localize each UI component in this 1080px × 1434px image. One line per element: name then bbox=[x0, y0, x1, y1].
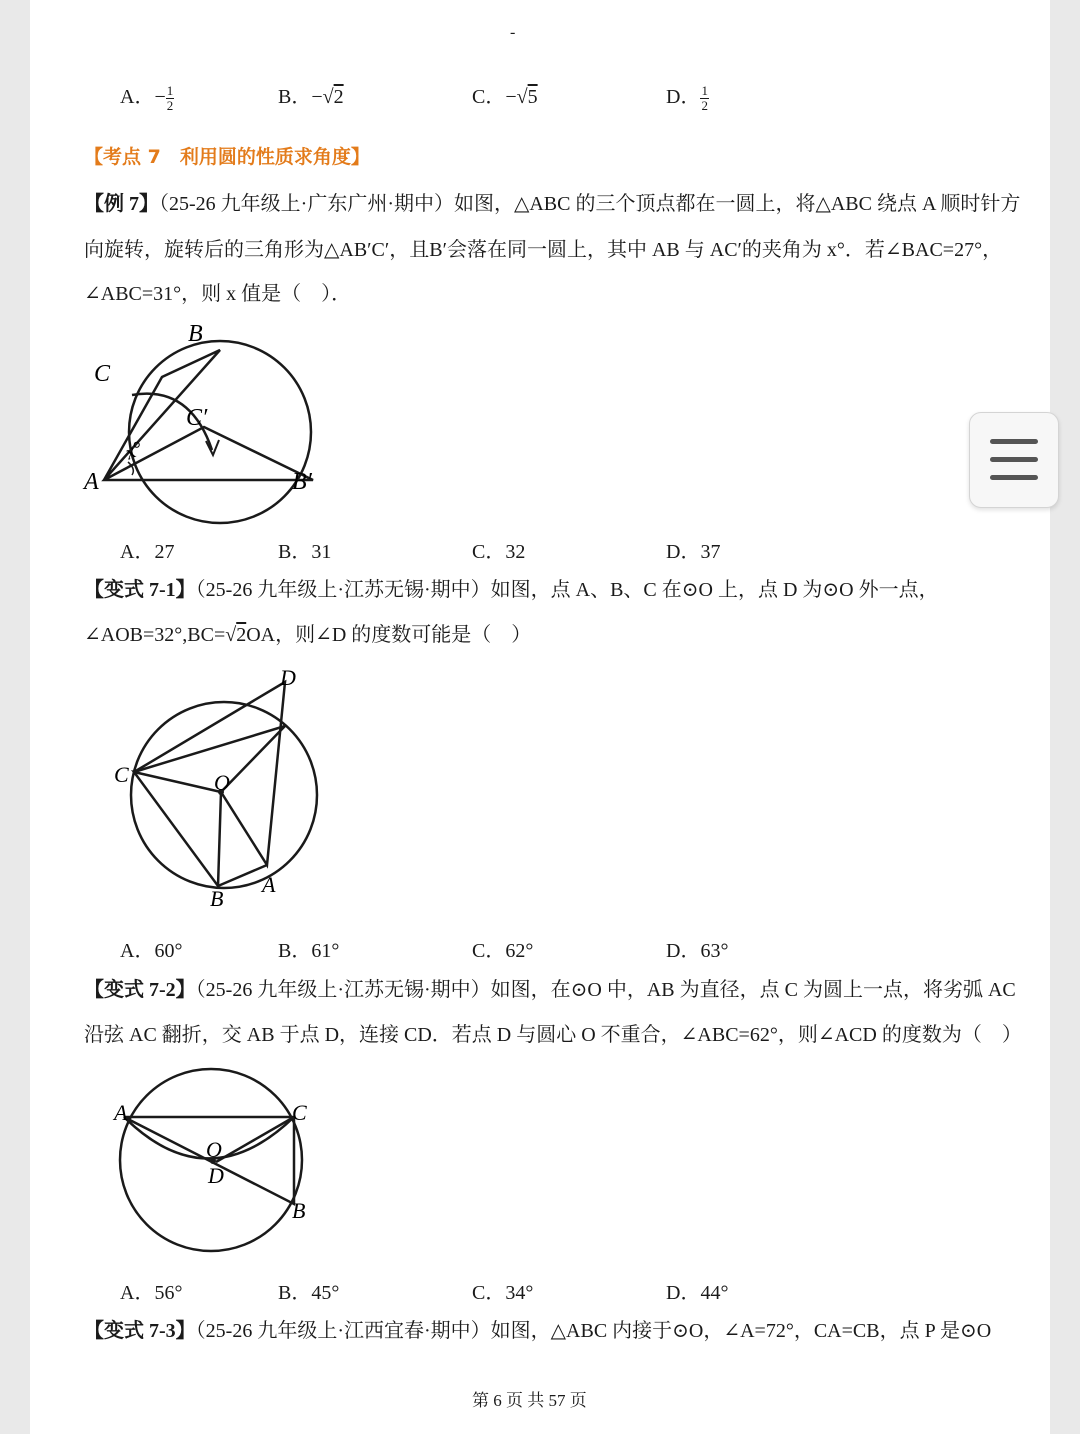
example7-line2: 向旋转，旋转后的三角形为△AB′C′，且B′会落在同一圆上，其中 AB 与 AC′的夹角为 x°．若∠BAC=27°， bbox=[84, 239, 1003, 261]
example7-option-b: B．31 bbox=[278, 541, 332, 563]
variant7-2-option-d: D．44° bbox=[666, 1282, 729, 1304]
q6-option-b: B．−√2 bbox=[278, 86, 344, 108]
variant7-1-figure bbox=[80, 660, 340, 915]
q6-option-c: C．−√5 bbox=[472, 86, 538, 108]
ex7-label-b: B bbox=[188, 321, 203, 347]
var7-1-label-a: A bbox=[262, 872, 276, 897]
example7-option-c: C．32 bbox=[472, 541, 526, 563]
header-mark: - bbox=[510, 24, 516, 41]
ex7-label-c: C bbox=[94, 361, 111, 387]
variant7-1-line2: ∠AOB=32°,BC=√2OA，则∠D 的度数可能是（ ） bbox=[84, 624, 532, 646]
ex7-label-c-prime: C′ bbox=[186, 405, 208, 431]
var7-1-label-b: B bbox=[210, 886, 224, 911]
variant7-2-option-c: C．34° bbox=[472, 1282, 534, 1304]
example7-tag: 【例 7】 bbox=[84, 193, 159, 215]
var7-1-label-o: O bbox=[214, 770, 230, 795]
variant7-2-option-a: A．56° bbox=[120, 1282, 183, 1304]
var7-2-label-d: D bbox=[208, 1163, 224, 1188]
var7-2-label-b: B bbox=[292, 1198, 306, 1223]
variant7-3-line1: 【变式 7-3】（25-26 九年级上·江西宜春·期中）如图，△ABC 内接于⊙O，∠A=72°，CA=CB，点 P 是⊙O bbox=[84, 1320, 992, 1342]
ex7-circle bbox=[129, 341, 311, 523]
variant7-1-option-b: B．61° bbox=[278, 940, 340, 962]
var7-1-label-d: D bbox=[280, 665, 296, 690]
example7-option-d: D．37 bbox=[666, 541, 721, 563]
var7-2-label-c: C bbox=[292, 1100, 307, 1125]
var7-1-label-c: C bbox=[114, 762, 129, 787]
variant7-2-line2: 沿弦 AC 翻折，交 AB 于点 D，连接 CD．若点 D 与圆心 O 不重合，∠ABC=62°，则∠ACD 的度数为（ ） bbox=[84, 1024, 1022, 1046]
example7-line1: 【例 7】（25-26 九年级上·广东广州·期中）如图，△ABC 的三个顶点都在一圆上，将△ABC 绕点 A 顺时针方 bbox=[84, 193, 1021, 215]
page-footer: 第 6 页 共 57 页 bbox=[472, 1391, 587, 1410]
variant7-2-option-b: B．45° bbox=[278, 1282, 340, 1304]
var7-2-label-o: O bbox=[206, 1137, 222, 1162]
variant7-1-line1: 【变式 7-1】（25-26 九年级上·江苏无锡·期中）如图，点 A、B、C 在⊙O 上，点 D 为⊙O 外一点， bbox=[84, 579, 939, 601]
variant7-1-option-c: C．62° bbox=[472, 940, 534, 962]
q6-option-d: D． $\frac{1}{2}$ bbox=[666, 82, 708, 113]
q6-option-a: A．− $\frac{1}{2}$ bbox=[120, 82, 174, 113]
example7-line3: ∠ABC=31°，则 x 值是（ ）． bbox=[84, 283, 352, 305]
example7-option-a: A．27 bbox=[120, 541, 175, 563]
variant7-2-tag: 【变式 7-2】 bbox=[84, 979, 196, 1001]
variant7-2-line1: 【变式 7-2】（25-26 九年级上·江苏无锡·期中）如图，在⊙O 中，AB 为直径，点 C 为圆上一点，将劣弧 AC bbox=[84, 979, 1016, 1001]
var7-2-label-a: A bbox=[114, 1100, 128, 1125]
variant7-1-option-d: D．63° bbox=[666, 940, 729, 962]
variant7-1-tag: 【变式 7-1】 bbox=[84, 579, 196, 601]
ex7-label-b-prime: B′ bbox=[292, 469, 312, 495]
ex7-label-x: x° bbox=[121, 437, 147, 465]
variant7-2-figure bbox=[80, 1060, 340, 1260]
example7-figure bbox=[80, 315, 340, 530]
variant7-3-tag: 【变式 7-3】 bbox=[84, 1320, 196, 1342]
variant7-1-option-a: A．60° bbox=[120, 940, 183, 962]
hamburger-menu-button[interactable] bbox=[969, 412, 1059, 508]
ex7-label-a: A bbox=[84, 469, 99, 495]
document-page bbox=[30, 0, 1050, 1434]
section-title: 【考点 7 利用圆的性质求角度】 bbox=[84, 146, 370, 168]
